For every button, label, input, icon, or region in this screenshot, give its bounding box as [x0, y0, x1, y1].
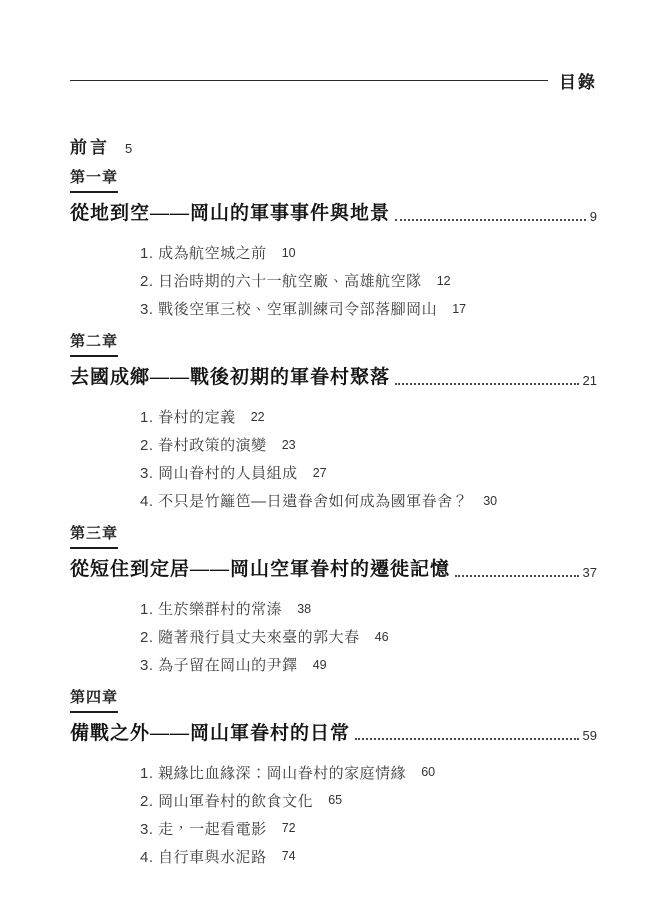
toc-entry: [140, 295, 597, 323]
entry-title: 4. 自行車與水泥路: [140, 848, 267, 866]
entry-title: 2. 日治時期的六十一航空廠、高雄航空隊: [140, 273, 422, 291]
toc-entry: [140, 487, 597, 515]
entry-title: 2. 隨著飛行員丈夫來臺的郭大春: [140, 629, 360, 647]
toc-entry: [140, 786, 597, 814]
toc-entry: [140, 459, 597, 487]
entry-page-number: 60: [421, 765, 436, 780]
entry-page-number: 46: [374, 629, 389, 644]
chapter-section-3: [70, 524, 597, 679]
chapter-title: 備戰之外——岡山軍眷村的日常: [70, 722, 351, 744]
entry-page-number: 27: [312, 465, 327, 480]
chapter-items: [140, 758, 597, 870]
chapter-title: 從短住到定居——岡山空軍眷村的遷徙記憶: [70, 558, 451, 580]
page-title: 目錄: [559, 73, 597, 92]
preface-entry: [70, 133, 597, 158]
entry-page-number: 30: [483, 493, 498, 508]
entry-page-number: 49: [312, 657, 327, 672]
dot-leader: [355, 738, 579, 740]
entry-title: 1. 眷村的定義: [140, 409, 236, 427]
entry-page-number: 12: [436, 273, 451, 288]
preface-page-number: 5: [125, 141, 133, 156]
entry-title: 1. 生於樂群村的常溱: [140, 601, 283, 619]
entry-page-number: 17: [452, 301, 467, 316]
dot-leader: [395, 219, 586, 221]
chapter-page-number: 21: [582, 372, 597, 388]
entry-title: 3. 戰後空軍三校、空軍訓練司令部落腳岡山: [140, 301, 438, 319]
toc-entry: [140, 239, 597, 267]
chapter-page-number: 59: [582, 728, 597, 744]
toc-entry: [140, 623, 597, 651]
entry-title: 3. 岡山眷村的人員組成: [140, 465, 298, 483]
toc-entry: [140, 814, 597, 842]
toc-entry: [140, 431, 597, 459]
entry-page-number: 22: [250, 409, 265, 424]
chapter-title-row: [70, 365, 597, 392]
chapter-label: 第一章: [70, 168, 118, 193]
dot-leader: [455, 575, 579, 577]
chapter-label: 第四章: [70, 688, 118, 713]
entry-page-number: 74: [281, 849, 296, 864]
chapter-title-row: [70, 721, 597, 748]
entry-page-number: 23: [281, 437, 296, 452]
entry-title: 2. 眷村政策的演變: [140, 437, 267, 455]
entry-page-number: 65: [328, 793, 343, 808]
chapter-items: [140, 239, 597, 323]
chapter-title: 從地到空——岡山的軍事事件與地景: [70, 203, 391, 225]
entry-page-number: 38: [297, 601, 312, 616]
page-header: [70, 68, 597, 93]
chapter-section-1: [70, 168, 597, 323]
chapter-label: 第二章: [70, 332, 118, 357]
entry-title: 3. 走，一起看電影: [140, 820, 267, 838]
toc-entry: [140, 758, 597, 786]
entry-title: 2. 岡山軍眷村的飲食文化: [140, 792, 314, 810]
entry-title: 4. 不只是竹籬笆—日遺眷舍如何成為國軍眷舍？: [140, 493, 469, 511]
entry-page-number: 72: [281, 821, 296, 836]
chapter-label: 第三章: [70, 524, 118, 549]
chapter-page-number: 9: [589, 208, 597, 224]
chapter-title: 去國成鄉——戰後初期的軍眷村聚落: [70, 367, 391, 389]
toc-entry: [140, 842, 597, 870]
chapter-section-4: [70, 688, 597, 871]
preface-label: 前言: [70, 138, 110, 157]
entry-title: 1. 親緣比血緣深：岡山眷村的家庭情緣: [140, 764, 407, 782]
chapter-title-row: [70, 557, 597, 584]
toc-entry: [140, 403, 597, 431]
dot-leader: [395, 383, 579, 385]
entry-title: 1. 成為航空城之前: [140, 245, 267, 263]
chapter-items: [140, 403, 597, 515]
toc-entry: [140, 267, 597, 295]
entry-page-number: 10: [281, 245, 296, 260]
toc-entry: [140, 651, 597, 679]
chapter-section-2: [70, 332, 597, 515]
chapter-title-row: [70, 201, 597, 228]
header-rule: [70, 80, 548, 81]
chapter-items: [140, 595, 597, 679]
chapter-page-number: 37: [582, 564, 597, 580]
toc-entry: [140, 595, 597, 623]
entry-title: 3. 為子留在岡山的尹鐸: [140, 657, 298, 675]
